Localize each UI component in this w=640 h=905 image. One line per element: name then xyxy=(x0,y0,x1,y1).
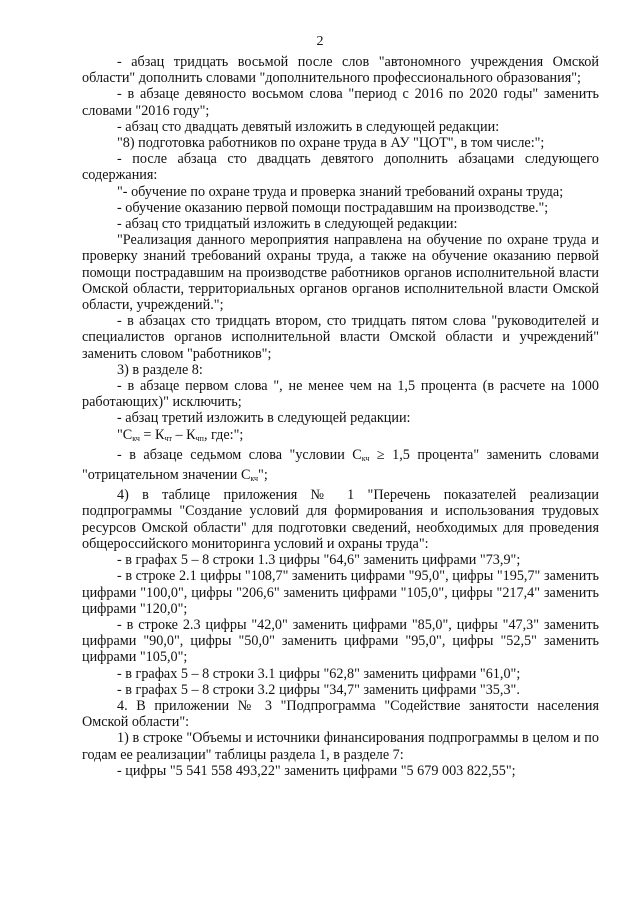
paragraph: 3) в разделе 8: xyxy=(117,361,203,378)
paragraph: - в абзаце девяносто восьмом слова "период с 2016 по 2020 годы" заменить словами "2016 году"; xyxy=(82,86,599,119)
condition-part: "; xyxy=(258,467,268,484)
paragraph: - обучение оказанию первой помощи пострадавшим на производстве."; xyxy=(117,199,549,216)
paragraph: - в абзаце первом слова ", не менее чем на 1,5 процента (в расчете на 1000 работающих)" исключить; xyxy=(82,378,599,411)
condition-subscript: кч xyxy=(361,453,370,463)
formula-part: , где:"; xyxy=(203,426,244,443)
paragraph: - абзац тридцать восьмой после слов "автономного учреждения Омской области" дополнить словами "дополнительного профессионального образования"; xyxy=(82,54,599,87)
formula-part: = К xyxy=(139,426,165,443)
paragraph: - в строке 2.3 цифры "42,0" заменить цифрами "85,0", цифры "47,3" заменить цифрами "90,0", цифры "50,0" заменить цифрами "95,0", цифры "52,5" заменить цифрами "105,0"; xyxy=(82,616,599,666)
paragraph: - в графах 5 – 8 строки 1.3 цифры "64,6" заменить цифрами "73,9"; xyxy=(117,552,521,569)
condition-part: ≥ 1,5 процента" заменить словами "отрицательном значении С xyxy=(82,446,599,484)
document-body xyxy=(82,54,599,779)
paragraph: - цифры "5 541 558 493,22" заменить цифрами "5 679 003 822,55"; xyxy=(117,762,516,779)
formula-paragraph xyxy=(82,427,599,447)
paragraph: "- обучение по охране труда и проверка знаний требований охраны труда; xyxy=(117,183,564,200)
paragraph: "8) подготовка работников по охране труда в АУ "ЦОТ", в том числе:"; xyxy=(117,135,545,152)
condition-paragraph xyxy=(82,447,599,487)
paragraph: - в графах 5 – 8 строки 3.2 цифры "34,7" заменить цифрами "35,3". xyxy=(117,681,520,698)
paragraph: - в строке 2.1 цифры "108,7" заменить цифрами "95,0", цифры "195,7" заменить цифрами "100,0", цифры "206,6" заменить цифрами "105,0", цифры "217,4" заменить цифрами "120,0"; xyxy=(82,568,599,617)
paragraph: 1) в строке "Объемы и источники финансирования подпрограммы в целом и по годам ее реализации" таблицы раздела 1, в разделе 7: xyxy=(82,730,599,763)
paragraph: - абзац сто двадцать девятый изложить в следующей редакции: xyxy=(117,118,500,135)
paragraph: - после абзаца сто двадцать девятого дополнить абзацами следующего содержания: xyxy=(82,151,599,184)
formula-subscript: чп xyxy=(195,433,204,443)
paragraph: 4. В приложении № 3 "Подпрограмма "Содействие занятости населения Омской области": xyxy=(82,697,599,731)
paragraph: "Реализация данного мероприятия направлена на обучение по охране труда и проверку знаний требований охраны труда, а также на обучение оказанию первой помощи пострадавшим на производстве работников органов исполнительной власти Омской области, территориальных органов органов исполнительной власти Омской области, учреждений."; xyxy=(82,232,599,314)
page-number: 2 xyxy=(316,34,324,49)
paragraph: - абзац третий изложить в следующей редакции: xyxy=(117,410,411,427)
paragraph: 4) в таблице приложения № 1 "Перечень показателей реализации подпрограммы "Создание условий для формирования и использования трудовых ресурсов Омской области" для подготовки сведений, необходимых для проведения общероссийского мониторинга условий и охраны труда": xyxy=(82,487,599,552)
paragraph: - абзац сто тридцатый изложить в следующей редакции: xyxy=(117,216,458,233)
paragraph: - в графах 5 – 8 строки 3.1 цифры "62,8" заменить цифрами "61,0"; xyxy=(117,665,521,682)
condition-subscript: кч xyxy=(250,474,259,484)
condition-part: - в абзаце седьмом слова "условии С xyxy=(117,446,362,463)
formula-subscript: кч xyxy=(132,433,140,443)
formula-part: – К xyxy=(171,426,196,443)
paragraph: - в абзацах сто тридцать втором, сто тридцать пятом слова "руководителей и специалистов органов исполнительной власти Омской области и учреждений" заменить словом "работников"; xyxy=(82,313,599,362)
formula-subscript: чт xyxy=(164,433,172,443)
formula-part: "С xyxy=(117,426,133,443)
